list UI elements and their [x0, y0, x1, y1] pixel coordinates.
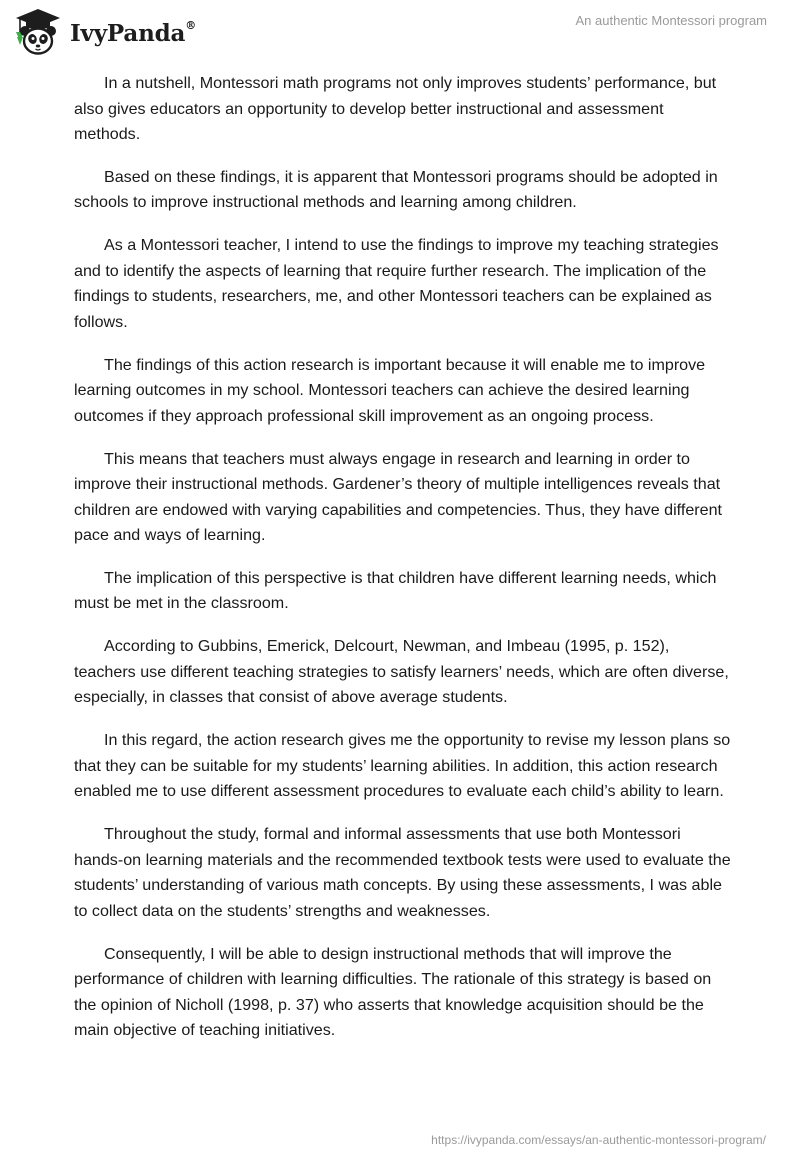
page-header	[0, 0, 800, 60]
paragraph: Consequently, I will be able to design instructional methods that will improve the performance of children with learning difficulties. The rationale of this strategy is based on the opinion of Nicholl (1998, p. 37) who asserts that knowledge acquisition should be the main objective of teaching initiatives.	[74, 944, 712, 1040]
paragraph: As a Montessori teacher, I intend to use the findings to improve my teaching strategies and to identify the aspects of learning that require further research. The implication of the findings to students, researchers, me, and other Montessori teachers can be explained as follows.	[74, 236, 719, 331]
ivypanda-logo[interactable]	[12, 6, 196, 58]
paragraph: In this regard, the action research gives me the opportunity to revise my lesson plans so that they can be suitable for my students’ learning abilities. In addition, this action research enabled me to use different assessment procedures to evaluate each child’s ability to learn.	[74, 731, 731, 801]
brand-name: IvyPanda®	[70, 18, 196, 47]
paragraph: Based on these findings, it is apparent that Montessori programs should be adopted in schools to improve instructional methods and learning among children.	[74, 167, 718, 212]
paragraph: Throughout the study, formal and informal assessments that use both Montessori hands-on learning materials and the recommended textbook tests were used to evaluate the students’ understanding of various math concepts. By using these assessments, I was able to collect data on the students’ strengths and weaknesses.	[74, 825, 731, 920]
registered-mark: ®	[185, 18, 196, 32]
paragraph: According to Gubbins, Emerick, Delcourt, Newman, and Imbeau (1995, p. 152), teachers use different teaching strategies to satisfy learners’ needs, which are often diverse, especially, in classes that consist of above average students.	[74, 637, 729, 707]
essay-body	[74, 71, 734, 1061]
paragraph: The findings of this action research is important because it will enable me to improve learning outcomes in my school. Montessori teachers can achieve the desired learning outcomes if they approach professional skill improvement as an ongoing process.	[74, 355, 706, 425]
paragraph: This means that teachers must always engage in research and learning in order to improve their instructional methods. Gardener’s theory of multiple intelligences reveals that children are endowed with varying capabilities and competencies. Thus, they have different pace and ways of learning.	[74, 449, 723, 545]
source-url[interactable]: https://ivypanda.com/essays/an-authentic-montessori-program/	[431, 1133, 766, 1147]
panda-graduation-cap-icon	[12, 6, 64, 58]
paragraph: The implication of this perspective is that children have different learning needs, which must be met in the classroom.	[74, 568, 717, 613]
document-title: An authentic Montessori program	[575, 13, 767, 28]
paragraph: In a nutshell, Montessori math programs not only improves students’ performance, but also gives educators an opportunity to develop better instructional and assessment methods.	[74, 74, 717, 143]
